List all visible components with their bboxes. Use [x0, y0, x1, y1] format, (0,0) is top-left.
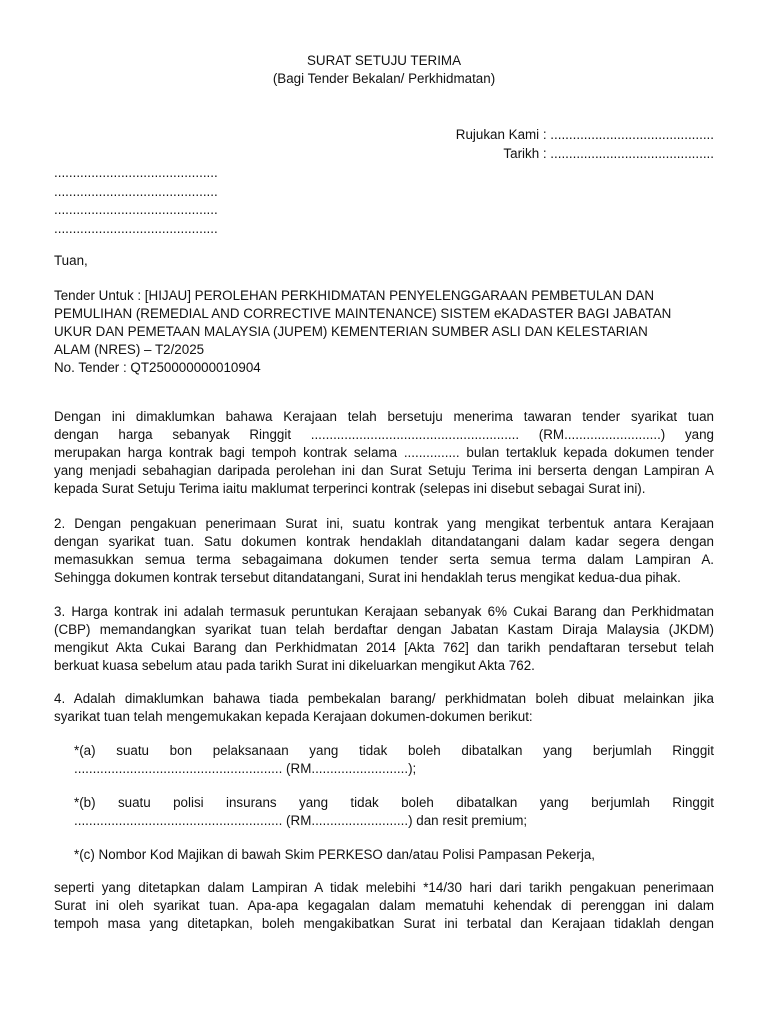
paragraph-1	[54, 408, 714, 498]
letter-title: SURAT SETUJU TERIMA	[306, 53, 461, 68]
tender-line: Tender Untuk : [HIJAU] PEROLEHAN PERKHIDMATAN PENYELENGGARAAN PEMBETULAN DAN	[54, 288, 654, 303]
paragraph-line: 2. Dengan pengakuan penerimaan Surat ini, suatu kontrak yang mengikat terbentuk antara Kerajaan	[54, 516, 714, 531]
item-c: *(c) Nombor Kod Majikan di bawah Skim PERKESO dan/atau Polisi Pampasan Pekerja,	[74, 847, 595, 862]
paragraph-line: memasukkan semua terma sebagaimana dokumen tender serta semua terma dalam Lampiran A.	[54, 552, 714, 567]
paragraph-line: syarikat tuan telah mengemukakan kepada Kerajaan dokumen-dokumen berikut:	[54, 709, 533, 724]
paragraph-line: (CBP) memandangkan syarikat tuan telah berdaftar dengan Jabatan Kastam Diraja Malaysia (JKDM)	[54, 622, 714, 637]
address-line: ............................................	[54, 165, 218, 180]
item-line: ........................................................ (RM..........................);	[74, 761, 417, 776]
paragraph-5	[54, 879, 714, 933]
address-line: ............................................	[54, 202, 218, 217]
item-b	[74, 794, 714, 830]
address-line: ............................................	[54, 183, 218, 199]
recipient-address	[54, 164, 218, 238]
item-line: *(b) suatu polisi insurans yang tidak boleh dibatalkan yang berjumlah Ringgit	[74, 795, 714, 810]
address-line: ............................................	[54, 220, 218, 236]
tender-number: No. Tender : QT250000000010904	[54, 360, 261, 375]
letter-heading	[0, 52, 768, 88]
tender-line: UKUR DAN PEMETAAN MALAYSIA (JUPEM) KEMENTERIAN SUMBER ASLI DAN KELESTARIAN	[54, 324, 648, 339]
tender-title	[54, 287, 714, 377]
letter-subtitle: (Bagi Tender Bekalan/ Perkhidmatan)	[272, 71, 496, 86]
reference-date: Tarikh : ............................................	[503, 146, 714, 161]
paragraph-line: merupakan harga kontrak bagi tempoh kontrak selama ............... bulan tertakluk kepada dokumen tender	[54, 445, 714, 460]
paragraph-line: seperti yang ditetapkan dalam Lampiran A tidak melebihi *14/30 hari dari tarikh pengakuan penerimaan	[54, 880, 714, 895]
item-line: ........................................................ (RM..........................) dan resit premium;	[74, 813, 528, 828]
paragraph-line: berkuat kuasa sebelum atau pada tarikh Surat ini dikeluarkan mengikut Akta 762.	[54, 658, 535, 673]
paragraph-line: Sehingga dokumen kontrak tersebut ditandatangani, Surat ini hendaklah terus mengikat kedua-dua pihak.	[54, 570, 681, 585]
paragraph-line: mengikut Akta Cukai Barang dan Perkhidmatan 2014 [Akta 762] dan tarikh pendaftaran tersebut telah	[54, 640, 714, 655]
paragraph-2	[54, 515, 714, 587]
reference-number: Rujukan Kami : ............................................	[455, 127, 714, 142]
paragraph-line: Surat ini oleh syarikat tuan. Apa-apa kegagalan dalam mematuhi kehendak di perenggan ini dalam	[54, 898, 714, 913]
paragraph-line: Dengan ini dimaklumkan bahawa Kerajaan telah bersetuju menerima tawaran tender syarikat tuan	[54, 409, 714, 424]
paragraph-line: yang menjadi sebahagian daripada perolehan ini dan Surat Setuju Terima ini berserta dengan Lampiran A	[54, 463, 714, 478]
paragraph-line: dengan syarikat tuan. Satu dokumen kontrak hendaklah ditandatangani dalam kadar segera dengan	[54, 534, 714, 549]
paragraph-4	[54, 690, 714, 726]
salutation: Tuan,	[54, 253, 88, 268]
paragraph-line: 4. Adalah dimaklumkan bahawa tiada pembekalan barang/ perkhidmatan boleh dibuat melainkan jika	[54, 691, 714, 706]
paragraph-line: dengan harga sebanyak Ringgit ........................................................ (RM..........................) yang	[54, 427, 714, 442]
item-line: *(a) suatu bon pelaksanaan yang tidak boleh dibatalkan yang berjumlah Ringgit	[74, 743, 714, 758]
reference-block	[456, 125, 714, 163]
tender-line: PEMULIHAN (REMEDIAL AND CORRECTIVE MAINTENANCE) SISTEM eKADASTER BAGI JABATAN	[54, 306, 672, 321]
paragraph-line: kepada Surat Setuju Terima iaitu maklumat terperinci kontrak (selepas ini disebut sebagai Surat ini).	[54, 481, 646, 496]
paragraph-line: 3. Harga kontrak ini adalah termasuk peruntukan Kerajaan sebanyak 6% Cukai Barang dan Perkhidmatan	[54, 604, 714, 619]
item-a	[74, 742, 714, 778]
paragraph-3	[54, 603, 714, 675]
paragraph-line: tempoh masa yang ditetapkan, boleh mengakibatkan Surat ini terbatal dan Kerajaan tidaklah dengan	[54, 916, 714, 931]
tender-line: ALAM (NRES) – T2/2025	[54, 342, 205, 357]
